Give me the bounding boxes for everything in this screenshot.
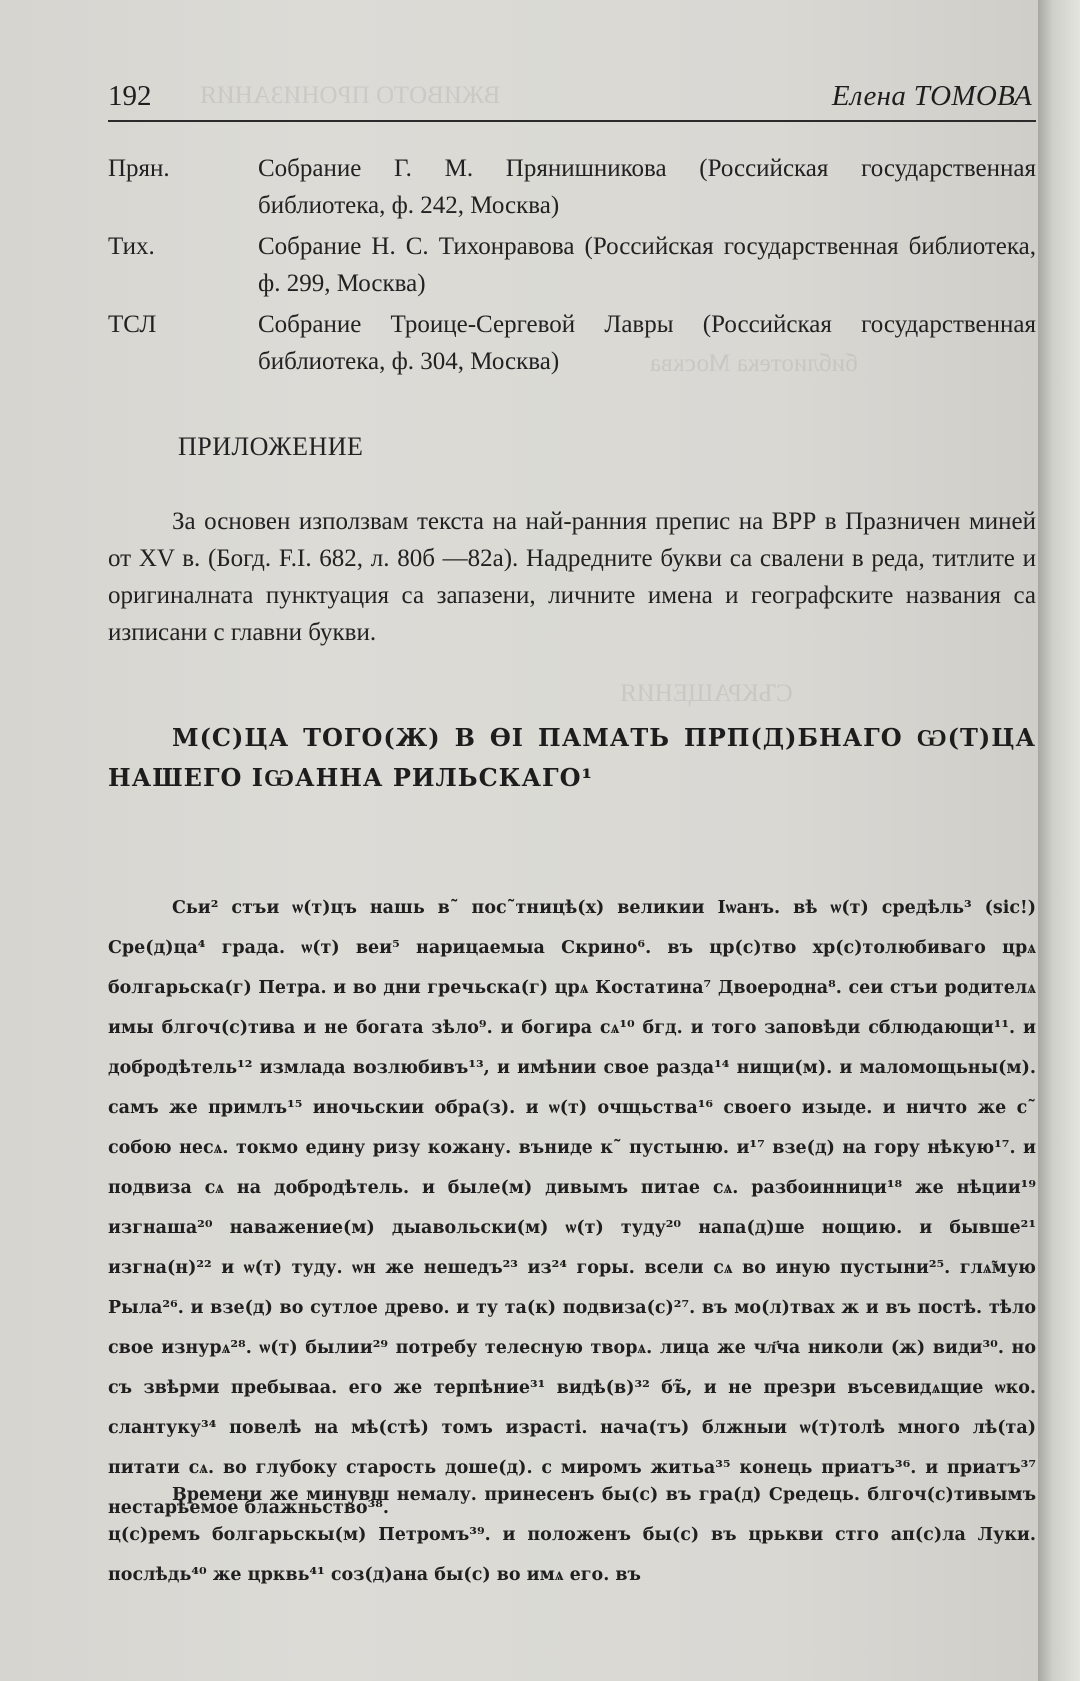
bleed-through-text: ВЖИВОТО ПРОНИЗАНИЯ	[200, 82, 501, 109]
next-page-edge	[1038, 0, 1080, 1681]
page-header	[108, 76, 1036, 122]
slavonic-text-paragraph: Сьи² стъи ѡ(т)цъ нашь в˜ пос˜тницѣ(х) великии Іѡанъ. вѣ ѡ(т) средѣль³ (sic!) Сре(д)ца⁴ града. ѡ(т) веи⁵ нарицаемыа Скрино⁶. въ цр(с)тво хр(с)толюбиваго црѧ болгарьска(г) Петра. и во дни гречьска(г) црѧ Костатина⁷ Двоеродна⁸. сеи стъи родителѧ имы блгоч(с)тива и не богата зѣло⁹. и богира сѧ¹⁰ бгд. и того заповѣди сблюдающи¹¹. и добродѣтель¹² измлада возлюбивъ¹³, и имѣнии свое разда¹⁴ нищи(м). и маломощьны(м). самъ же примлъ¹⁵ иночьскии обра(з). и ѡ(т) очщьства¹⁶ своего изыде. и ничто же с˜ собою несѧ. токмо едину ризу кожану. въниде к˜ пустыню. и¹⁷ взе(д) на гору нѣкую¹⁷. и подвиза сѧ на добродѣтель. и быле(м) дивымъ питае сѧ. разбоинници¹⁸ же нѣции¹⁹ изгнаша²⁰ наважение(м) дыавольски(м) ѡ(т) туду²⁰ напа(д)ше нощию. и бывше²¹ изгна(н)²² и ѡ(т) туду. ѡн же нешедъ²³ из²⁴ горы. всели сѧ во иную пустыни²⁵. глѧ̃мую Рыла²⁶. и взе(д) во сутлое древо. и ту та(к) подвиза(с)²⁷. въ мо(л)твах ж и въ постѣ. тѣло свое изнурѧ²⁸. ѡ(т) былии²⁹ потребу телесную творѧ. лица же чл҃ча николи (ж) види³⁰. но съ звѣрми пребываа. его же терпѣние³¹ видѣ(в)³² бъ̃, и не презри въсевидѧщие ѡко. слантуку³⁴ повелѣ на мѣ(стѣ) томъ израсті. нача(тъ) блжныи ѡ(т)толѣ много лѣ(та) питати сѧ. во глубоку старость доше(д). с миромъ житьа³⁵ конець приатъ³⁶. и приатъ³⁷ нестарѣемое блажньство³⁸.	[108, 898, 1036, 1518]
running-head: Елена ТОМОВА	[831, 80, 1032, 112]
abbreviation-description: Собрание Троице-Сергевой Лавры (Российская государственная библиотека, ф. 304, Москва)	[258, 311, 1036, 375]
abbreviation-key: Тих.	[108, 233, 155, 260]
page-number: 192	[108, 80, 152, 112]
slavonic-text-heading: М(С)ЦА ТОГО(Ж) В ӨІ ПАМАТЬ ПРП(Д)БНАГО Ѡ(Т)ЦА НАШЕГО ІѠАННА РИЛЬСКАГО¹	[108, 723, 1036, 792]
abbreviations-list	[108, 150, 1036, 384]
abbreviation-entry	[108, 306, 1036, 380]
bleed-through-text: СЪКРАЩЕНИЯ	[620, 680, 793, 707]
abbreviation-entry	[108, 228, 1036, 302]
abbreviation-description: Собрание Г. М. Прянишникова (Российская государственная библиотека, ф. 242, Москва)	[258, 155, 1036, 219]
appendix-intro-paragraph: За основен използвам текста на най-ранния препис на ВРР в Празничен миней от XV в. (Богд. F.I. 682, л. 80б —82а). Надредните букви са свалени в реда, титлите и оригиналната пунктуация са запазени, личните имена и географските названия са изписани с главни букви.	[108, 508, 1036, 646]
abbreviation-key: ТСЛ	[108, 311, 157, 338]
abbreviation-description: Собрание Н. С. Тихонравова (Российская государственная библиотека, ф. 299, Москва)	[258, 233, 1036, 297]
slavonic-text-paragraph: Времени же минувш немалу. принесенъ бы(с) въ гра(д) Средець. блгоч(с)тивымъ ц(с)ремъ болгарьскы(м) Петромъ³⁹. и положенъ бы(с) въ црькви стго ап(с)ла Луки. послѣдь⁴⁰ же црквь⁴¹ соз(д)ана бы(с) во имѧ его. въ	[108, 1485, 1036, 1585]
bleed-through-text: библиотека Москва	[650, 350, 858, 377]
appendix-heading: ПРИЛОЖЕНИЕ	[178, 432, 364, 461]
abbreviation-key: Прян.	[108, 155, 170, 182]
abbreviation-entry	[108, 150, 1036, 224]
